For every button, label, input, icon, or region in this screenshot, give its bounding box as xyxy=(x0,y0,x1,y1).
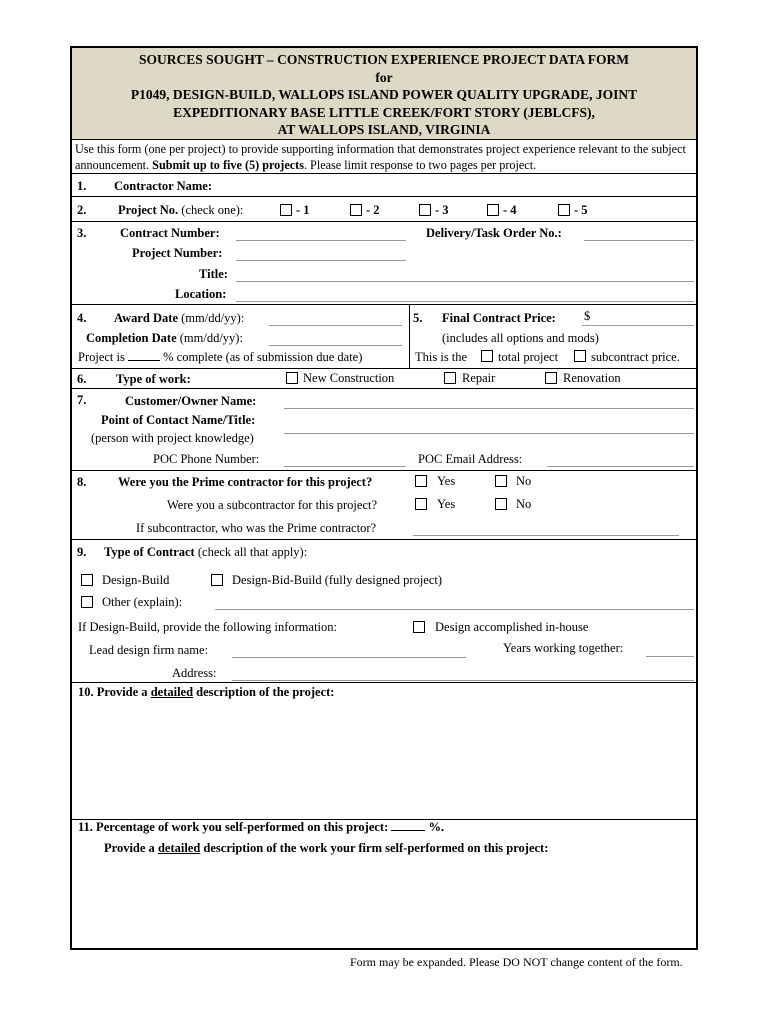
dollar-sign: $ xyxy=(584,309,591,323)
subcontract-price-checkbox[interactable] xyxy=(574,350,586,362)
design-bid-build-checkbox[interactable] xyxy=(211,574,223,586)
project-description-area[interactable] xyxy=(72,704,696,816)
section-10-text-end: description of the project: xyxy=(196,685,335,699)
poc-email-label: POC Email Address: xyxy=(418,452,523,466)
completion-date-label xyxy=(86,331,243,346)
sub-yes-label: Yes xyxy=(437,497,456,511)
award-date-format: (mm/dd/yy): xyxy=(181,311,245,325)
other-contract-field[interactable] xyxy=(215,609,694,610)
this-is-the-label: This is the xyxy=(415,350,468,364)
project-number-field[interactable] xyxy=(236,260,406,261)
percent-sign: %. xyxy=(428,820,445,834)
award-date-text: Award Date xyxy=(114,311,178,325)
sub-no-checkbox[interactable] xyxy=(495,498,507,510)
prime-contractor-name-label: If subcontractor, who was the Prime contractor? xyxy=(136,521,377,535)
design-bid-build-label: Design-Bid-Build (fully designed project) xyxy=(232,573,443,587)
header-location-line: AT WALLOPS ISLAND, VIRGINIA xyxy=(277,122,491,137)
poc-name-title-label: Point of Contact Name/Title: xyxy=(101,413,256,427)
project-no-option: - 5 xyxy=(574,203,588,217)
type-of-work-label: Type of work: xyxy=(116,372,191,386)
divider xyxy=(72,368,696,369)
form-header xyxy=(72,48,696,140)
contract-number-field[interactable] xyxy=(236,240,406,241)
renovation-checkbox[interactable] xyxy=(545,372,557,384)
section-3-number: 3. xyxy=(77,226,87,240)
self-performed-description-area[interactable] xyxy=(72,860,696,948)
divider xyxy=(72,539,696,540)
lead-design-firm-field[interactable] xyxy=(232,657,466,658)
new-construction-checkbox[interactable] xyxy=(286,372,298,384)
percent-complete-note: % complete (as of submission due date) xyxy=(163,350,363,364)
address-field[interactable] xyxy=(232,680,694,681)
design-in-house-checkbox[interactable] xyxy=(413,621,425,633)
completion-date-field[interactable] xyxy=(269,345,402,346)
title-field[interactable] xyxy=(236,281,694,282)
form-footer-note: Form may be expanded. Please DO NOT change content of the form. xyxy=(350,955,683,969)
header-title: SOURCES SOUGHT – CONSTRUCTION EXPERIENCE PROJECT DATA FORM xyxy=(139,52,629,67)
poc-email-field[interactable] xyxy=(547,466,694,467)
project-no-note: (check one): xyxy=(181,203,244,217)
sub-no-label: No xyxy=(516,497,532,511)
header-base-line: EXPEDITIONARY BASE LITTLE CREEK/FORT STORY (JEBLCFS), xyxy=(173,104,595,120)
completion-date-format: (mm/dd/yy): xyxy=(179,331,243,345)
intro-text: Use this form (one per project) to provide supporting information that demonstrates project experience relevant to the subject announcement. xyxy=(75,142,686,172)
header-project-line: P1049, DESIGN-BUILD, WALLOPS ISLAND POWER QUALITY UPGRADE, JOINT xyxy=(130,87,638,102)
intro-instructions xyxy=(75,141,695,173)
prime-no-label: No xyxy=(516,474,532,488)
project-no-label-text: Project No. xyxy=(118,203,179,217)
award-date-label xyxy=(114,311,244,326)
type-of-contract-text: Type of Contract xyxy=(104,545,195,559)
prime-contractor-name-field[interactable] xyxy=(413,535,679,536)
project-no-1-checkbox[interactable] xyxy=(280,204,292,216)
percent-complete-label xyxy=(78,350,362,365)
customer-owner-label: Customer/Owner Name: xyxy=(125,394,257,408)
renovation-label: Renovation xyxy=(563,371,621,385)
type-of-contract-label xyxy=(104,545,307,560)
project-no-label xyxy=(118,203,243,218)
contractor-name-label: Contractor Name: xyxy=(114,179,212,193)
section-5-number: 5. xyxy=(413,311,423,325)
address-label: Address: xyxy=(172,666,217,680)
project-number-label: Project Number: xyxy=(132,246,223,260)
divider xyxy=(72,173,696,174)
repair-label: Repair xyxy=(462,371,496,385)
divider xyxy=(72,388,696,389)
contract-number-label: Contract Number: xyxy=(120,226,220,240)
total-project-checkbox[interactable] xyxy=(481,350,493,362)
section-11-text: 11. Percentage of work you self-performed on this project: xyxy=(78,820,389,834)
subcontractor-question: Were you a subcontractor for this project? xyxy=(167,498,378,512)
poc-note: (person with project knowledge) xyxy=(91,431,254,445)
divider xyxy=(72,304,696,305)
project-no-option: - 1 xyxy=(296,203,310,217)
project-no-4-checkbox[interactable] xyxy=(487,204,499,216)
prime-contractor-question: Were you the Prime contractor for this project? xyxy=(118,475,373,489)
delivery-order-label: Delivery/Task Order No.: xyxy=(426,226,562,240)
section-11-desc-text-end: description of the work your firm self-performed on this project: xyxy=(203,841,549,855)
prime-yes-checkbox[interactable] xyxy=(415,475,427,487)
delivery-order-field[interactable] xyxy=(584,240,694,241)
type-of-contract-note: (check all that apply): xyxy=(197,545,308,559)
project-no-option: - 3 xyxy=(435,203,449,217)
section-11-desc-text: Provide a xyxy=(104,841,155,855)
design-in-house-label: Design accomplished in-house xyxy=(435,620,589,634)
location-label: Location: xyxy=(175,287,227,301)
project-no-2-checkbox[interactable] xyxy=(350,204,362,216)
section-10-text: 10. Provide a xyxy=(78,685,148,699)
section-1-number: 1. xyxy=(77,179,87,193)
project-no-3-checkbox[interactable] xyxy=(419,204,431,216)
project-data-form xyxy=(70,46,698,950)
sub-yes-checkbox[interactable] xyxy=(415,498,427,510)
new-construction-label: New Construction xyxy=(303,371,395,385)
self-performed-percent-field[interactable] xyxy=(391,830,425,831)
percent-complete-text: Project is xyxy=(78,350,125,364)
section-10-heading xyxy=(78,685,334,700)
intro-text-end: . Please limit response to two pages per project. xyxy=(303,158,537,172)
design-build-label: Design-Build xyxy=(102,573,170,587)
section-11-description-label xyxy=(104,841,548,856)
section-2-number: 2. xyxy=(77,203,87,217)
prime-yes-label: Yes xyxy=(437,474,456,488)
poc-phone-field[interactable] xyxy=(284,466,406,467)
intro-bold: Submit up to five (5) projects xyxy=(152,158,304,172)
lead-design-firm-label: Lead design firm name: xyxy=(89,643,209,657)
divider xyxy=(72,470,696,471)
section-4-number: 4. xyxy=(77,311,87,325)
title-label: Title: xyxy=(199,267,228,281)
header-for: for xyxy=(375,69,393,85)
subcontract-price-label: subcontract price. xyxy=(591,350,680,364)
project-no-5-checkbox[interactable] xyxy=(558,204,570,216)
divider xyxy=(72,221,696,222)
customer-owner-field[interactable] xyxy=(284,408,694,409)
poc-phone-label: POC Phone Number: xyxy=(153,452,260,466)
section-11-underlined: detailed xyxy=(157,841,201,855)
design-build-checkbox[interactable] xyxy=(81,574,93,586)
other-contract-label: Other (explain): xyxy=(102,595,183,609)
section-9-number: 9. xyxy=(77,545,87,559)
final-contract-price-label: Final Contract Price: xyxy=(442,311,556,325)
section-8-number: 8. xyxy=(77,475,87,489)
if-design-build-label: If Design-Build, provide the following information: xyxy=(78,620,337,634)
award-date-field[interactable] xyxy=(269,325,402,326)
final-contract-price-field[interactable] xyxy=(582,325,694,326)
project-no-option: - 4 xyxy=(503,203,517,217)
poc-name-title-field[interactable] xyxy=(284,433,694,434)
repair-checkbox[interactable] xyxy=(444,372,456,384)
section-7-number: 7. xyxy=(77,393,87,407)
total-project-label: total project xyxy=(498,350,559,364)
years-working-field[interactable] xyxy=(646,656,694,657)
location-field[interactable] xyxy=(236,301,694,302)
column-divider xyxy=(409,304,410,368)
prime-no-checkbox[interactable] xyxy=(495,475,507,487)
section-6-number: 6. xyxy=(77,372,87,386)
includes-note: (includes all options and mods) xyxy=(442,331,599,345)
divider xyxy=(72,682,696,683)
percent-complete-field[interactable] xyxy=(128,360,160,361)
completion-date-text: Completion Date xyxy=(86,331,177,345)
section-10-underlined: detailed xyxy=(150,685,194,699)
section-11-heading xyxy=(78,820,444,835)
other-contract-checkbox[interactable] xyxy=(81,596,93,608)
years-working-label: Years working together: xyxy=(503,641,624,655)
divider xyxy=(72,196,696,197)
project-no-option: - 2 xyxy=(366,203,380,217)
